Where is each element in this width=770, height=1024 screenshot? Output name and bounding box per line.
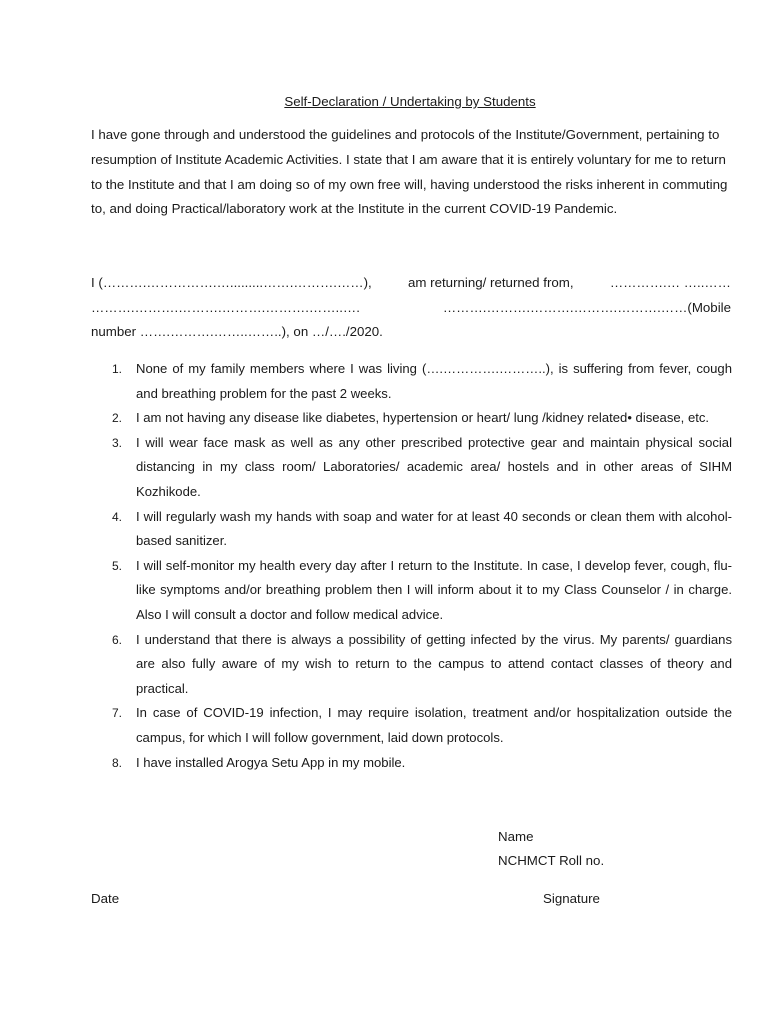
address-blank: ……….……….……….……….……….……..…. [91, 299, 360, 315]
list-item [108, 431, 732, 505]
list-text: I understand that there is always a possibility of getting infected by the virus. My parents/ guardians are also fully aware of my wish to return to the campus to attend contact classes of theory and practical. [136, 631, 732, 696]
mobile-date-blank: number …….……….……..……..), on …/…./2020. [91, 324, 383, 340]
list-item [108, 505, 732, 554]
list-number: 3. [112, 435, 123, 450]
name-blank: I (……….…………….….........…….……….……), [91, 275, 372, 290]
list-item [108, 701, 732, 750]
document-title: Self-Declaration / Undertaking by Students [284, 94, 536, 109]
list-text: I am not having any disease like diabetes, hypertension or heart/ lung /kidney related• disease, etc. [136, 410, 710, 426]
place-blank: ………….… …..…… [609, 275, 731, 290]
list-item [108, 406, 732, 431]
list-number: 7. [112, 706, 123, 721]
list-number: 5. [112, 558, 123, 573]
list-number: 2. [112, 411, 123, 426]
list-item [108, 751, 732, 776]
date-label: Date [91, 891, 120, 906]
roll-number-label: NCHMCT Roll no. [498, 853, 605, 868]
declaration-line-2 [91, 296, 731, 321]
declaration-line-1 [91, 271, 731, 296]
mobile-blank: ……….……….……….……….……….……(Mobile [442, 299, 731, 315]
list-text: I will wear face mask as well as any other prescribed protective gear and maintain physical social distancing in my class room/ Laboratories/ academic area/ hostels and in other areas of SIHM Kozhikode. [136, 434, 732, 499]
list-text: I will regularly wash my hands with soap and water for at least 40 seconds or clean them with alcohol-based sanitizer. [136, 508, 732, 549]
returning-text: am returning/ returned from, [408, 275, 574, 290]
name-label: Name [498, 829, 534, 844]
signature-label: Signature [543, 891, 600, 906]
list-number: 1. [112, 362, 123, 376]
list-item [108, 357, 732, 406]
list-number: 8. [112, 755, 123, 770]
list-number: 4. [112, 509, 123, 524]
list-item [108, 628, 732, 702]
list-text: I will self-monitor my health every day after I return to the Institute. In case, I develop fever, cough, flu-like symptoms and/or breathing problem then I will inform about it to my Class Counselor / in charge. Also I will consult a doctor and follow medical advice. [136, 557, 732, 622]
declaration-line-3 [91, 320, 731, 345]
declaration-block [91, 271, 731, 345]
list-item [108, 554, 732, 628]
list-number: 6. [112, 632, 123, 647]
undertaking-list [108, 357, 732, 775]
intro-paragraph: I have gone through and understood the guidelines and protocols of the Institute/Government, pertaining to resumption of Institute Academic Activities. I state that I am aware that it is entirely voluntary for me to return to the Institute and that I am doing so of my own free will, having understood the risks inherent in commuting to, and doing Practical/laboratory work at the Institute in the current COVID-19 Pandemic. [91, 127, 728, 217]
list-text: I have installed Arogya Setu App in my mobile. [136, 754, 406, 770]
list-text: None of my family members where I was living (….………….………..), is suffering from fever, cough and breathing problem for the past 2 weeks. [136, 361, 732, 401]
list-text: In case of COVID-19 infection, I may require isolation, treatment and/or hospitalization outside the campus, for which I will follow government, laid down protocols. [136, 705, 732, 745]
